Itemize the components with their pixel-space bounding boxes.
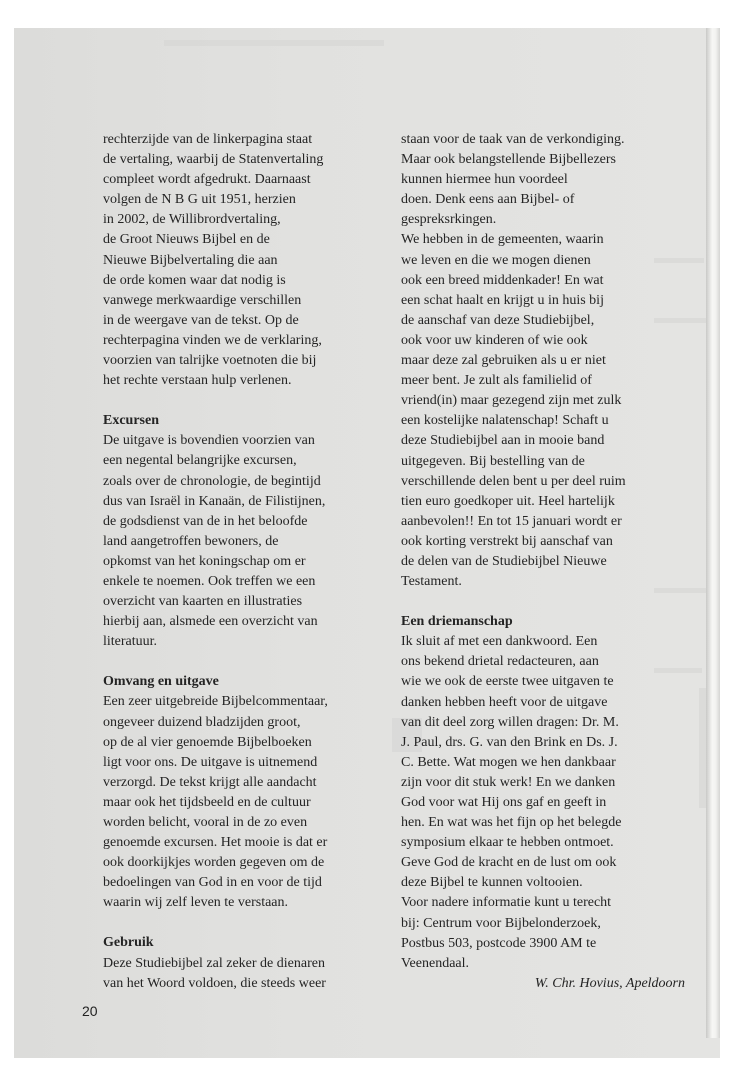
text-line: symposium elkaar te hebben ontmoet. — [401, 835, 614, 851]
text-line: bedoelingen van God in en voor de tijd — [103, 875, 322, 891]
text-line: tien euro goedkoper uit. Heel hartelijk — [401, 493, 615, 509]
text-line: rechterzijde van de linkerpagina staat — [103, 132, 313, 147]
page-edge — [706, 28, 720, 1038]
text-line: Nieuwe Bijbelvertaling die aan — [103, 252, 278, 268]
show-through-mark — [164, 40, 384, 46]
text-line: een kostelijke nalatenschap! Schaft u — [401, 413, 609, 429]
text-line: ook doorkijkjes worden gegeven om de — [103, 855, 325, 871]
text-line: hen. En wat was het fijn op het belegde — [401, 815, 622, 831]
text-line: ook een breed middenkader! En wat — [401, 272, 604, 288]
text-line: zoals over de chronologie, de begintijd — [103, 473, 321, 489]
text-line: ook voor uw kinderen of wie ook — [401, 332, 588, 348]
text-line: de Groot Nieuws Bijbel en de — [103, 232, 270, 248]
text-line: literatuur. — [103, 634, 158, 650]
left-column — [103, 130, 393, 994]
text-line: land aangetroffen bewoners, de — [103, 533, 279, 549]
continuation-paragraph — [401, 130, 691, 592]
text-line: de delen van de Studiebijbel Nieuwe — [401, 553, 607, 569]
text-line: uitgegeven. Bij bestelling van de — [401, 453, 585, 469]
text-line: de aanschaf van deze Studiebijbel, — [401, 312, 595, 328]
text-line: dus van Israël in Kanaän, de Filistijnen, — [103, 493, 326, 509]
text-line: de vertaling, waarbij de Statenvertaling — [103, 152, 324, 168]
text-line: verschillende delen bent u per deel ruim — [401, 473, 626, 489]
text-line: deze Studiebijbel aan in mooie band — [401, 433, 605, 449]
text-line: Voor nadere informatie kunt u terecht — [401, 895, 612, 911]
text-line: God voor wat Hij ons gaf en geeft in — [401, 795, 607, 810]
text-line: hierbij aan, alsmede een overzicht van — [103, 614, 318, 630]
text-line: Maar ook belangstellende Bijbellezers — [401, 152, 616, 168]
right-column — [401, 130, 691, 994]
text-line: Ik sluit af met een dankwoord. Een — [401, 634, 598, 650]
section-heading-excursen: Excursen — [103, 413, 159, 429]
text-line: voorzien van talrijke voetnoten die bij — [103, 353, 317, 369]
text-line: overzicht van kaarten en illustraties — [103, 594, 303, 610]
author-signature: W. Chr. Hovius, Apeldoorn — [534, 975, 685, 991]
excursen-paragraph — [103, 431, 393, 652]
text-line: staan voor de taak van de verkondiging. — [401, 132, 625, 147]
text-line: meer bent. Je zult als familielid of — [401, 373, 592, 389]
text-line: Een zeer uitgebreide Bijbelcommentaar, — [103, 694, 328, 710]
text-line: van het Woord voldoen, die steeds weer — [103, 975, 326, 991]
text-line: gespreksrkingen. — [401, 212, 497, 228]
text-line: deze Bijbel te kunnen voltooien. — [401, 875, 583, 891]
text-line: een schat haalt en krijgt u in huis bij — [401, 292, 604, 308]
text-line: vriend(in) maar gezegend zijn met zulk — [401, 393, 622, 409]
text-line: C. Bette. Wat mogen we hen dankbaar — [401, 754, 616, 770]
text-line: Postbus 503, postcode 3900 AM te — [401, 935, 597, 951]
text-line: Testament. — [401, 574, 462, 590]
text-line: genoemde excursen. Het mooie is dat er — [103, 835, 328, 851]
text-line: ook korting verstrekt bij aanschaf van — [401, 533, 613, 549]
text-line: ongeveer duizend bladzijden groot, — [103, 714, 301, 730]
text-line: danken hebben heeft voor de uitgave — [401, 694, 608, 710]
driemanschap-paragraph — [401, 632, 691, 974]
section-heading-driemanschap: Een driemanschap — [401, 614, 513, 630]
omvang-paragraph — [103, 692, 393, 913]
text-line: kunnen hiermee hun voordeel — [401, 172, 568, 188]
text-line: maar deze zal gebruiken als u er niet — [401, 353, 606, 369]
text-line: we leven en die we mogen dienen — [401, 252, 591, 268]
section-heading-omvang: Omvang en uitgave — [103, 674, 219, 690]
text-line: zijn voor dit stuk werk! En we danken — [401, 774, 616, 790]
text-line: Geve God de kracht en de lust om ook — [401, 855, 617, 871]
text-line: volgen de N B G uit 1951, herzien — [103, 192, 296, 208]
text-line: enkele te noemen. Ook treffen we een — [103, 573, 316, 589]
text-line: opkomst van het koningschap om er — [103, 553, 306, 569]
text-line: ligt voor ons. De uitgave is uitnemend — [103, 754, 318, 770]
text-line: in de weergave van de tekst. Op de — [103, 312, 299, 328]
text-line: op de al vier genoemde Bijbelboeken — [103, 734, 312, 750]
text-line: We hebben in de gemeenten, waarin — [401, 232, 604, 248]
text-line: verzorgd. De tekst krijgt alle aandacht — [103, 774, 317, 790]
text-line: in 2002, de Willibrordvertaling, — [103, 212, 281, 228]
text-line: Deze Studiebijbel zal zeker de dienaren — [103, 955, 325, 971]
text-line: een negental belangrijke excursen, — [103, 453, 297, 469]
text-line: waarin wij zelf leven te verstaan. — [103, 895, 289, 911]
text-line: van dit deel zorg willen dragen: Dr. M. — [401, 714, 619, 730]
text-line: worden belicht, vooral in de zo even — [103, 815, 308, 830]
section-heading-gebruik: Gebruik — [103, 935, 154, 951]
text-line: Veenendaal. — [401, 955, 470, 971]
text-line: de godsdienst van de in het beloofde — [103, 513, 308, 529]
text-line: maar ook het tijdsbeeld en de cultuur — [103, 794, 311, 810]
text-line: wie we ook de eerste twee uitgaven te — [401, 674, 614, 690]
text-line: de orde komen waar dat nodig is — [103, 272, 286, 288]
intro-paragraph — [103, 130, 393, 391]
text-line: rechterpagina vinden we de verklaring, — [103, 332, 322, 348]
text-line: J. Paul, drs. G. van den Brink en Ds. J. — [401, 734, 618, 750]
text-line: ons bekend drietal redacteuren, aan — [401, 654, 599, 670]
text-line: compleet wordt afgedrukt. Daarnaast — [103, 172, 311, 188]
text-line: het rechte verstaan hulp verlenen. — [103, 373, 292, 389]
text-line: De uitgave is bovendien voorzien van — [103, 433, 315, 449]
text-line: aanbevolen!! En tot 15 januari wordt er — [401, 513, 622, 529]
text-line: vanwege merkwaardige verschillen — [103, 292, 302, 308]
gebruik-paragraph — [103, 954, 393, 994]
page-number: 20 — [82, 1003, 98, 1019]
text-line: doen. Denk eens aan Bijbel- of — [401, 192, 575, 208]
text-line: bij: Centrum voor Bijbelonderzoek, — [401, 915, 601, 931]
